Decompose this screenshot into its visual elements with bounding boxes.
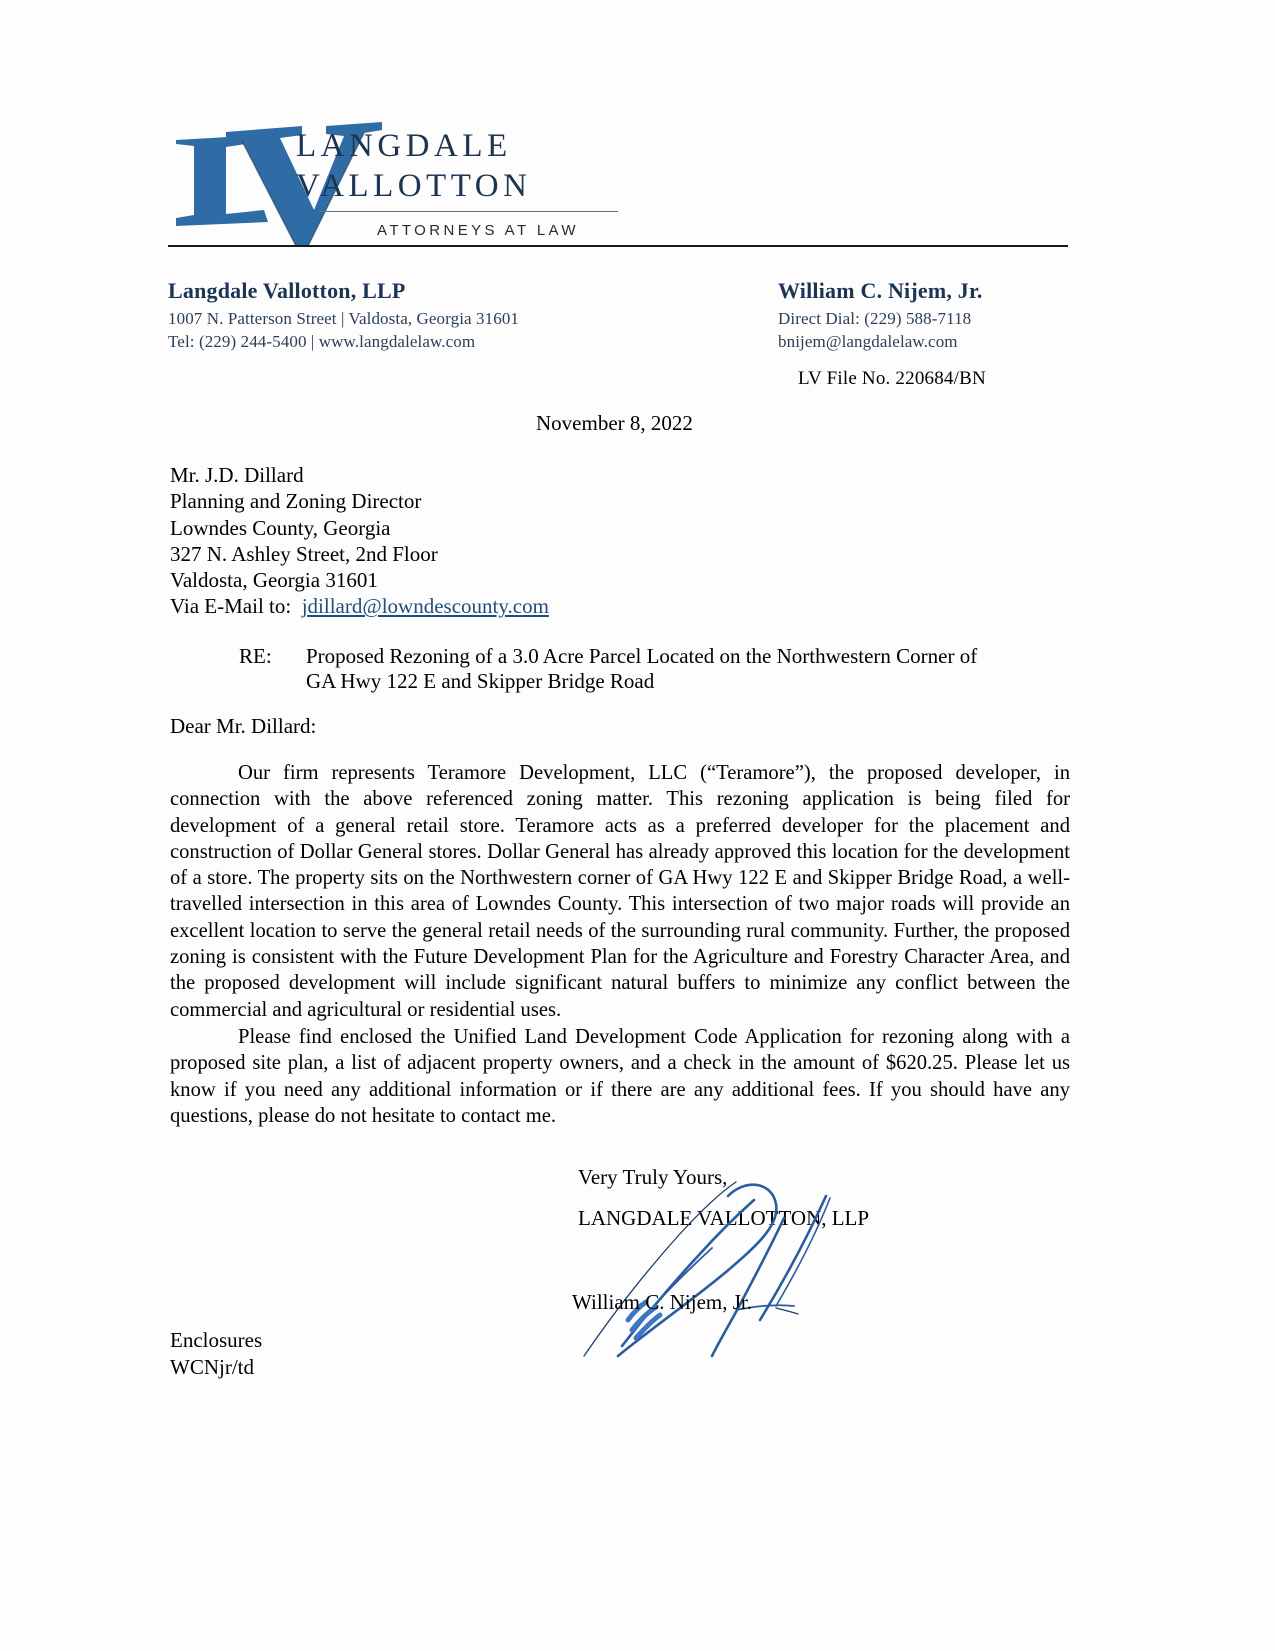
recipient-city-state-zip: Valdosta, Georgia 31601 — [170, 568, 378, 593]
body-paragraph-1: Our firm represents Teramore Development, LLC (“Teramore”), the proposed developer, in connection with the above referenced zoning matter. This rezoning application is being filed for development of a general retail store. Teramore acts as a preferred developer for the placement and construction of Dollar General stores. Dollar General has already approved this location for the development of a store. The property sits on the Northwestern corner of GA Hwy 122 E and Skipper Bridge Road, a well-travelled intersection in this area of Lowndes County. This intersection of two major roads will provide an excellent location to serve the general retail needs of the surrounding rural community. Further, the proposed zoning is consistent with the Future Development Plan for the Agriculture and Forestry Character Area, and the proposed development will include significant natural buffers to minimize any conflict between the commercial and agricultural or residential uses. — [170, 762, 1070, 1021]
header-horizontal-rule — [168, 245, 1068, 247]
salutation: Dear Mr. Dillard: — [170, 714, 317, 738]
typist-initials: WCNjr/td — [170, 1355, 254, 1379]
firm-contact-block — [168, 278, 638, 353]
re-block — [239, 644, 1069, 694]
firm-contact-name: Langdale Vallotton, LLP — [168, 278, 406, 303]
letter-date: November 8, 2022 — [536, 411, 693, 435]
recipient-title: Planning and Zoning Director — [170, 489, 422, 514]
attorney-name: William C. Nijem, Jr. — [778, 278, 983, 303]
enclosures-label: Enclosures — [170, 1328, 263, 1352]
re-subject-line-1: Proposed Rezoning of a 3.0 Acre Parcel Located on the Northwestern Corner of — [306, 644, 978, 668]
re-subject-line-2: GA Hwy 122 E and Skipper Bridge Road — [306, 669, 655, 693]
re-label: RE: — [239, 644, 272, 668]
firm-contact-address: 1007 N. Patterson Street | Valdosta, Georgia 31601 — [168, 309, 520, 328]
signer-name: William C. Nijem, Jr. — [572, 1290, 752, 1314]
closing-block — [578, 1157, 869, 1239]
letterhead-divider — [318, 211, 618, 212]
recipient-org: Lowndes County, Georgia — [170, 515, 391, 540]
footer-block — [170, 1327, 262, 1381]
re-row-first — [239, 644, 1069, 669]
firm-wordmark-line2: VALLOTTON — [296, 168, 532, 204]
attorney-email: bnijem@langdalelaw.com — [778, 332, 958, 351]
file-number: LV File No. 220684/BN — [798, 368, 986, 389]
recipient-email-row — [170, 593, 549, 619]
recipient-address-block — [170, 462, 549, 620]
closing-firm-name: LANGDALE VALLOTTON, LLP — [578, 1206, 870, 1230]
recipient-name: Mr. J.D. Dillard — [170, 463, 304, 487]
valediction: Very Truly Yours, — [578, 1165, 728, 1189]
firm-contact-phone: Tel: (229) 244-5400 | www.langdalelaw.com — [168, 332, 476, 351]
attorney-contact-block — [778, 278, 1078, 353]
body-paragraph-2: Please find enclosed the Unified Land Development Code Application for rezoning along with a proposed site plan, a list of adjacent property owners, and a check in the amount of $620.25. Please let us know if you need any additional information or if there are any additional fees. If you should have any questions, please do not hesitate to contact me. — [170, 1026, 1070, 1127]
recipient-street: 327 N. Ashley Street, 2nd Floor — [170, 541, 438, 566]
via-email-label: Via E-Mail to: — [170, 594, 292, 619]
firm-wordmark — [296, 126, 716, 206]
firm-wordmark-line1: LANGDALE — [296, 128, 512, 164]
firm-tagline: ATTORNEYS AT LAW — [377, 222, 579, 239]
attorney-direct-dial: Direct Dial: (229) 588-7118 — [778, 309, 972, 328]
re-label-spacer — [239, 669, 306, 694]
re-row-second — [239, 669, 1069, 694]
recipient-email-link[interactable]: jdillard@lowndescounty.com — [301, 594, 549, 619]
letterhead — [168, 118, 1068, 248]
